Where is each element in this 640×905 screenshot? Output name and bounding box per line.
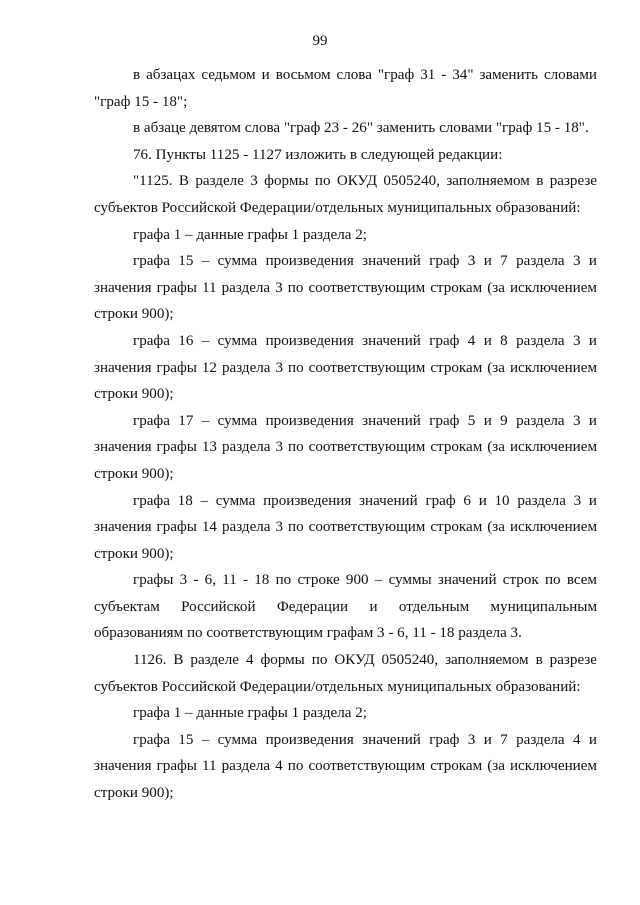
paragraph-10: графы 3 - 6, 11 - 18 по строке 900 – суммы значений строк по всем субъектам Российской Федерации и отдельным муниципальным образованиям по соответствующим графам 3 - 6, 11 - 18 раздела 3. [94,572,597,642]
paragraph-5: графа 1 – данные графы 1 раздела 2; [133,226,367,243]
page-number: 99 [312,33,328,49]
paragraph-4: "1125. В разделе 3 формы по ОКУД 0505240, заполняемом в разрезе субъектов Российской Федерации/отдельных муниципальных образований: [94,173,597,216]
paragraph-3: 76. Пункты 1125 - 1127 изложить в следующей редакции: [133,146,503,163]
paragraph-2: в абзаце девятом слова "граф 23 - 26" заменить словами "граф 15 - 18". [133,120,589,137]
document-body [94,62,597,807]
paragraph-11: 1126. В разделе 4 формы по ОКУД 0505240, заполняемом в разрезе субъектов Российской Федерации/отдельных муниципальных образований: [94,652,597,695]
paragraph-13: графа 15 – сумма произведения значений граф 3 и 7 раздела 4 и значения графы 11 раздела 4 по соответствующим строкам (за исключением строки 900); [94,731,597,802]
paragraph-12: графа 1 – данные графы 1 раздела 2; [133,705,367,722]
paragraph-6: графа 15 – сумма произведения значений граф 3 и 7 раздела 3 и значения графы 11 раздела 3 по соответствующим строкам (за исключением строки 900); [94,253,597,323]
paragraph-7: графа 16 – сумма произведения значений граф 4 и 8 раздела 3 и значения графы 12 раздела 3 по соответствующим строкам (за исключением строки 900); [94,332,597,403]
paragraph-8: графа 17 – сумма произведения значений граф 5 и 9 раздела 3 и значения графы 13 раздела 3 по соответствующим строкам (за исключением строки 900); [94,412,597,482]
paragraph-1: в абзацах седьмом и восьмом слова "граф 31 - 34" заменить словами "граф 15 - 18"; [94,67,597,110]
paragraph-9: графа 18 – сумма произведения значений граф 6 и 10 раздела 3 и значения графы 14 раздела 3 по соответствующим строкам (за исключением строки 900); [94,492,597,562]
